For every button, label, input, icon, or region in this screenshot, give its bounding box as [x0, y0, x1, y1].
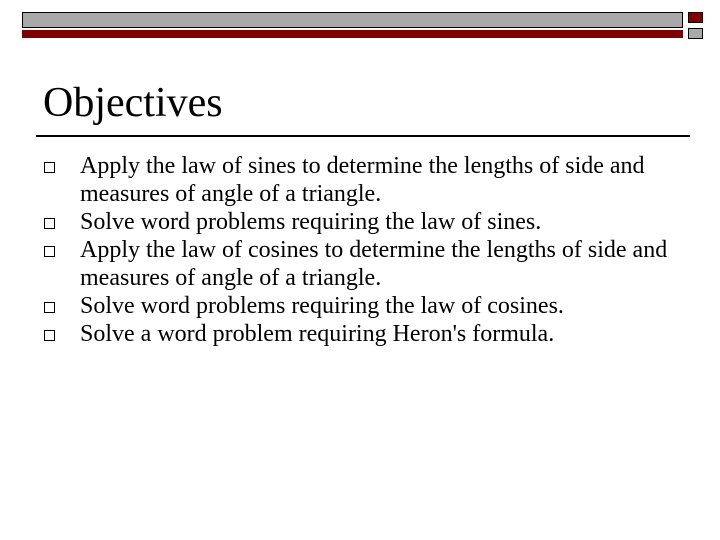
objective-item [40, 292, 680, 320]
corner-square-red [688, 12, 703, 23]
hollow-square-bullet-icon [44, 302, 55, 313]
objectives-list [40, 152, 680, 348]
hollow-square-bullet-icon [44, 162, 55, 173]
corner-square-gray [688, 28, 703, 39]
hollow-square-bullet-icon [44, 246, 55, 257]
objective-text: Solve word problems requiring the law of cosines. [80, 293, 564, 319]
top-decorative-band [22, 12, 683, 28]
objective-item [40, 320, 680, 348]
top-accent-line [22, 30, 683, 38]
objective-text: Apply the law of cosines to determine the lengths of side and measures of angle of a triangle. [80, 237, 668, 291]
objective-text: Solve a word problem requiring Heron's formula. [80, 321, 555, 347]
hollow-square-bullet-icon [44, 218, 55, 229]
objective-text: Solve word problems requiring the law of sines. [80, 209, 542, 235]
slide-title: Objectives [43, 80, 223, 126]
title-underline [36, 135, 690, 137]
objective-text: Apply the law of sines to determine the lengths of side and measures of angle of a triangle. [80, 153, 645, 207]
objective-item [40, 152, 680, 208]
objective-item [40, 236, 680, 292]
objective-item [40, 208, 680, 236]
hollow-square-bullet-icon [44, 330, 55, 341]
